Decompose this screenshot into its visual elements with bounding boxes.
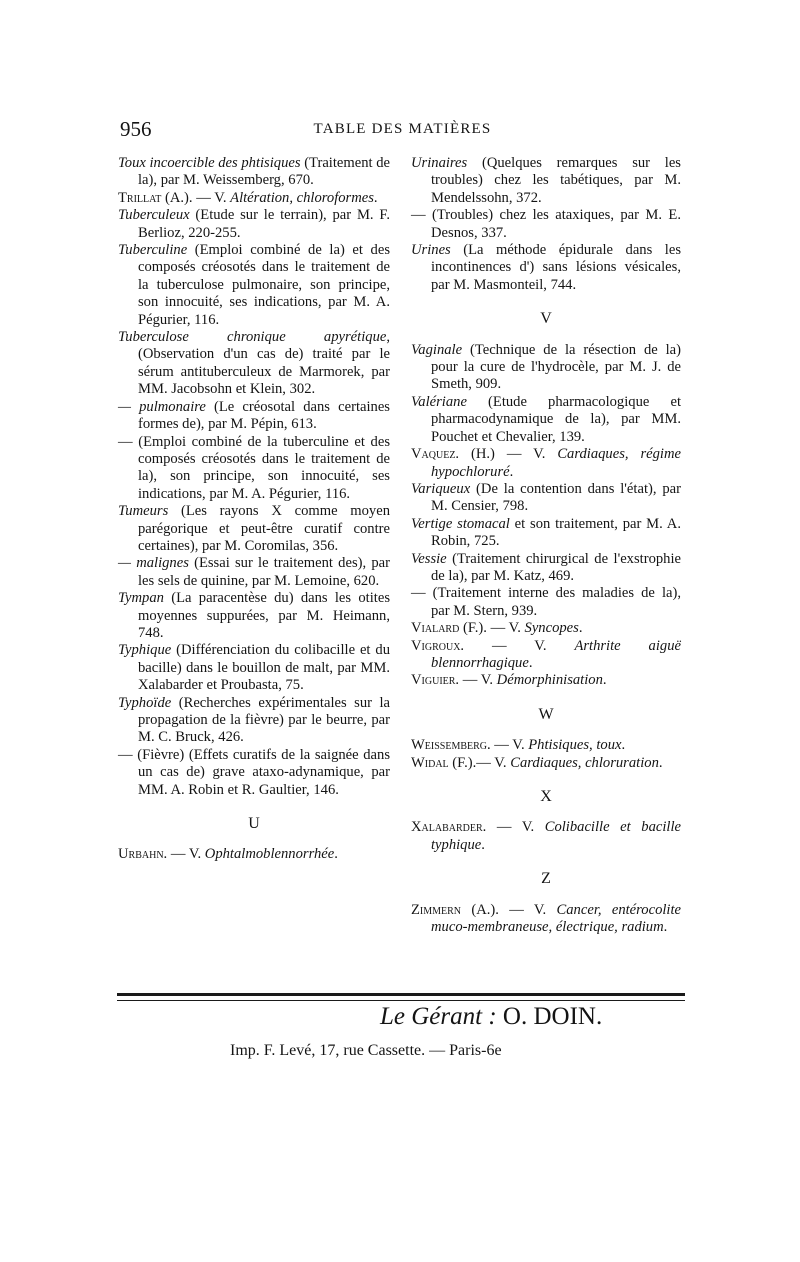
entry-heading: Weissemberg.: [411, 737, 491, 754]
entry-text: (Emploi combiné de la) et des composés créosotés dans le traitement de la tuberculose pulmonaire, son principe, son innocuité, ses indications, par M. A. Pégurier, 116.: [138, 242, 390, 328]
page-number: 956: [120, 117, 152, 141]
entry-cross-reference: Phtisiques, toux: [528, 737, 622, 754]
entry-text: (La paracentèse du) dans les otites moyennes suppurées, par M. Heimann, 748.: [138, 590, 390, 641]
entry-cross-reference: Arthrite aiguë blennorrhagique: [431, 637, 681, 671]
entry-heading: Vessie: [411, 550, 447, 567]
index-entry: [411, 819, 681, 854]
entry-cross-reference: Ophtalmoblennorrhée: [204, 846, 335, 863]
entry-text: — V.: [486, 819, 545, 836]
entry-heading: Vaquez. (H.): [411, 446, 495, 463]
entry-heading: Urbahn.: [118, 846, 168, 863]
entry-tail: .: [663, 919, 668, 936]
entry-tail: .: [528, 654, 533, 671]
index-entry: [118, 695, 390, 747]
index-entry: [118, 434, 390, 504]
entry-heading: —: [118, 433, 133, 450]
entry-tail: .: [658, 754, 663, 771]
index-entry: [118, 190, 390, 207]
entry-tail: .: [509, 463, 514, 480]
entry-text: (Traitement interne des maladies de la), par M. Stern, 939.: [425, 585, 681, 619]
footer-rule-thick: [117, 993, 685, 996]
index-column-left: [118, 155, 390, 864]
entry-text: — V.: [476, 754, 511, 771]
entry-text: (Troubles) chez les ataxiques, par M. E. Desnos, 337.: [425, 207, 681, 241]
entry-tail: .: [373, 189, 378, 206]
index-entry: [411, 585, 681, 620]
entry-heading: —: [118, 746, 133, 763]
entry-cross-reference: Démorphinisation: [496, 672, 603, 689]
entry-heading: Tumeurs: [118, 503, 169, 520]
index-entry: [411, 672, 681, 689]
index-entry: [411, 446, 681, 481]
index-entry: [118, 155, 390, 190]
entry-cross-reference: Syncopes: [524, 620, 579, 637]
entry-heading: Viguier.: [411, 672, 460, 689]
entry-text: , (Observation d'un cas de) traité par le sérum antituberculeux de Marmorek, par MM. Jacobsohn et Klein, 302.: [138, 329, 390, 398]
gerant-label: Le Gérant :: [380, 1003, 497, 1030]
entry-heading: Vialard (F.).: [411, 620, 487, 637]
entry-heading: Tuberculine: [118, 242, 188, 259]
entry-text: (Le créosotal dans certaines formes de), par M. Pépin, 613.: [138, 398, 390, 433]
entry-heading: Widal (F.).: [411, 754, 477, 771]
entry-cross-reference: Cardiaques, régime hypochloruré: [431, 446, 681, 480]
index-entry: [411, 155, 681, 207]
section-letter: W: [538, 705, 554, 723]
index-entry: [411, 516, 681, 551]
entry-text: (Différenciation du colibacille et du bacille) dans le bouillon de malt, par MM. Xalabarder et Proubasta, 75.: [138, 642, 390, 694]
index-entry: [411, 551, 681, 586]
index-entry: [411, 481, 681, 516]
entry-tail: .: [602, 672, 607, 689]
entry-heading: Vertige stomacal: [411, 515, 510, 532]
entry-heading: Trillat (A.).: [118, 189, 193, 206]
entry-heading: — pulmonaire: [118, 398, 206, 415]
entry-tail: .: [481, 836, 485, 853]
entry-text: — V.: [167, 846, 205, 863]
index-entry: [118, 242, 390, 329]
entry-text: (De la contention dans l'état), par M. Censier, 798.: [431, 480, 681, 515]
entry-heading: Typhique: [118, 642, 172, 659]
gerant-line: [380, 1003, 602, 1031]
entry-cross-reference: Colibacille et bacille typhique: [431, 819, 681, 853]
entry-text: (Etude sur le terrain), par M. F. Berlioz, 220-255.: [138, 207, 390, 241]
index-entry: [411, 394, 681, 446]
entry-text: (Recherches expérimentales sur la propagation de la fièvre) par le beurre, par M. C. Bruck, 426.: [138, 694, 390, 746]
printer-imprint: Imp. F. Levé, 17, rue Cassette. — Paris-6e: [230, 1042, 502, 1059]
entry-text: (Emploi combiné de la tuberculine et des composés créosotés dans le traitement de la), son principe, son innocuité, ses indications, par M. A. Pégurier, 116.: [132, 433, 390, 502]
running-title: TABLE DES MATIÈRES: [313, 121, 492, 137]
entry-heading: Valériane: [411, 393, 467, 410]
entry-text: (Fièvre) (Effets curatifs de la saignée dans un cas de) grave ataxo-adynamique, par MM. A. Robin et R. Gaultier, 146.: [132, 746, 390, 798]
entry-heading: Toux incoercible des phtisiques: [118, 155, 301, 171]
entry-text: (La méthode épidurale dans les incontinences d') sans lésions vésicales, par M. Masmonteil, 744.: [431, 242, 681, 293]
index-entry: [118, 642, 390, 694]
entry-cross-reference: Cardiaques, chloruration: [510, 754, 659, 771]
entry-heading: —: [411, 207, 426, 224]
index-entry: [118, 399, 390, 434]
entry-text: — V.: [459, 672, 497, 689]
entry-text: (Traitement de la), par M. Weissemberg, 670.: [138, 155, 390, 189]
entry-text: (Technique de la résection de la) pour la cure de l'hydrocèle, par M. J. de Smeth, 909.: [431, 341, 681, 393]
index-column-right: [411, 155, 681, 936]
entry-heading: Vigroux.: [411, 637, 465, 654]
index-entry: [118, 846, 390, 863]
entry-heading: Tuberculeux: [118, 207, 190, 224]
entry-text: (Traitement chirurgical de l'exstrophie de la), par M. Katz, 469.: [431, 550, 681, 584]
entry-heading: Tuberculose chronique apyrétique: [118, 329, 387, 346]
entry-text: — V.: [490, 737, 529, 754]
index-entry: [411, 638, 681, 673]
entry-text: et son traitement, par M. A. Robin, 725.: [431, 515, 681, 550]
entry-text: (Quelques remarques sur les troubles) chez les tabétiques, par M. Mendelssohn, 372.: [431, 155, 681, 206]
index-entry: [411, 755, 681, 772]
entry-heading: Variqueux: [411, 480, 471, 497]
index-entry: [118, 207, 390, 242]
entry-tail: .: [334, 846, 338, 863]
entry-heading: Zimmern (A.).: [411, 901, 499, 918]
entry-text: — V.: [464, 637, 575, 654]
section-letter: X: [540, 788, 552, 805]
section-letter: Z: [541, 870, 551, 888]
index-entry: [411, 620, 681, 637]
entry-text: — V.: [494, 446, 558, 463]
entry-text: (Les rayons X comme moyen parégorique et peut-être curatif contre certaines), par M. Coromilas, 356.: [138, 503, 390, 554]
entry-heading: Urines: [411, 242, 451, 259]
index-entry: [411, 242, 681, 294]
entry-text: (Etude pharmacologique et pharmacodynamique de la), par MM. Pouchet et Chevalier, 139.: [431, 393, 681, 445]
section-letter: V: [540, 310, 552, 328]
index-entry: [118, 329, 390, 399]
gerant-name: O. DOIN.: [502, 1003, 603, 1030]
entry-tail: .: [578, 620, 583, 637]
entry-heading: Vaginale: [411, 341, 463, 358]
section-letter: U: [248, 815, 260, 833]
index-entry: [118, 555, 390, 590]
entry-text: — V.: [498, 901, 557, 918]
entry-cross-reference: Cancer, entérocolite muco-membraneuse, électrique, radium: [431, 901, 682, 936]
entry-tail: .: [621, 737, 626, 754]
page-header: [120, 117, 685, 141]
entry-text: (Essai sur le traitement des), par les sels de quinine, par M. Lemoine, 620.: [138, 555, 390, 589]
footer-rule-thin: [117, 1000, 685, 1001]
entry-heading: Typhoïde: [118, 694, 172, 711]
entry-text: — V.: [192, 189, 231, 206]
index-entry: [411, 207, 681, 242]
entry-cross-reference: Altération, chloroformes: [230, 189, 374, 206]
entry-text: — V.: [486, 620, 525, 637]
entry-heading: — malignes: [118, 555, 189, 572]
entry-heading: Urinaires: [411, 155, 468, 171]
entry-heading: Xalabarder.: [411, 819, 487, 836]
index-entry: [411, 902, 681, 937]
index-entry: [411, 342, 681, 394]
index-entry: [411, 737, 681, 754]
entry-heading: —: [411, 585, 426, 602]
entry-heading: Tympan: [118, 590, 164, 607]
index-entry: [118, 503, 390, 555]
index-entry: [118, 590, 390, 642]
index-entry: [118, 747, 390, 799]
